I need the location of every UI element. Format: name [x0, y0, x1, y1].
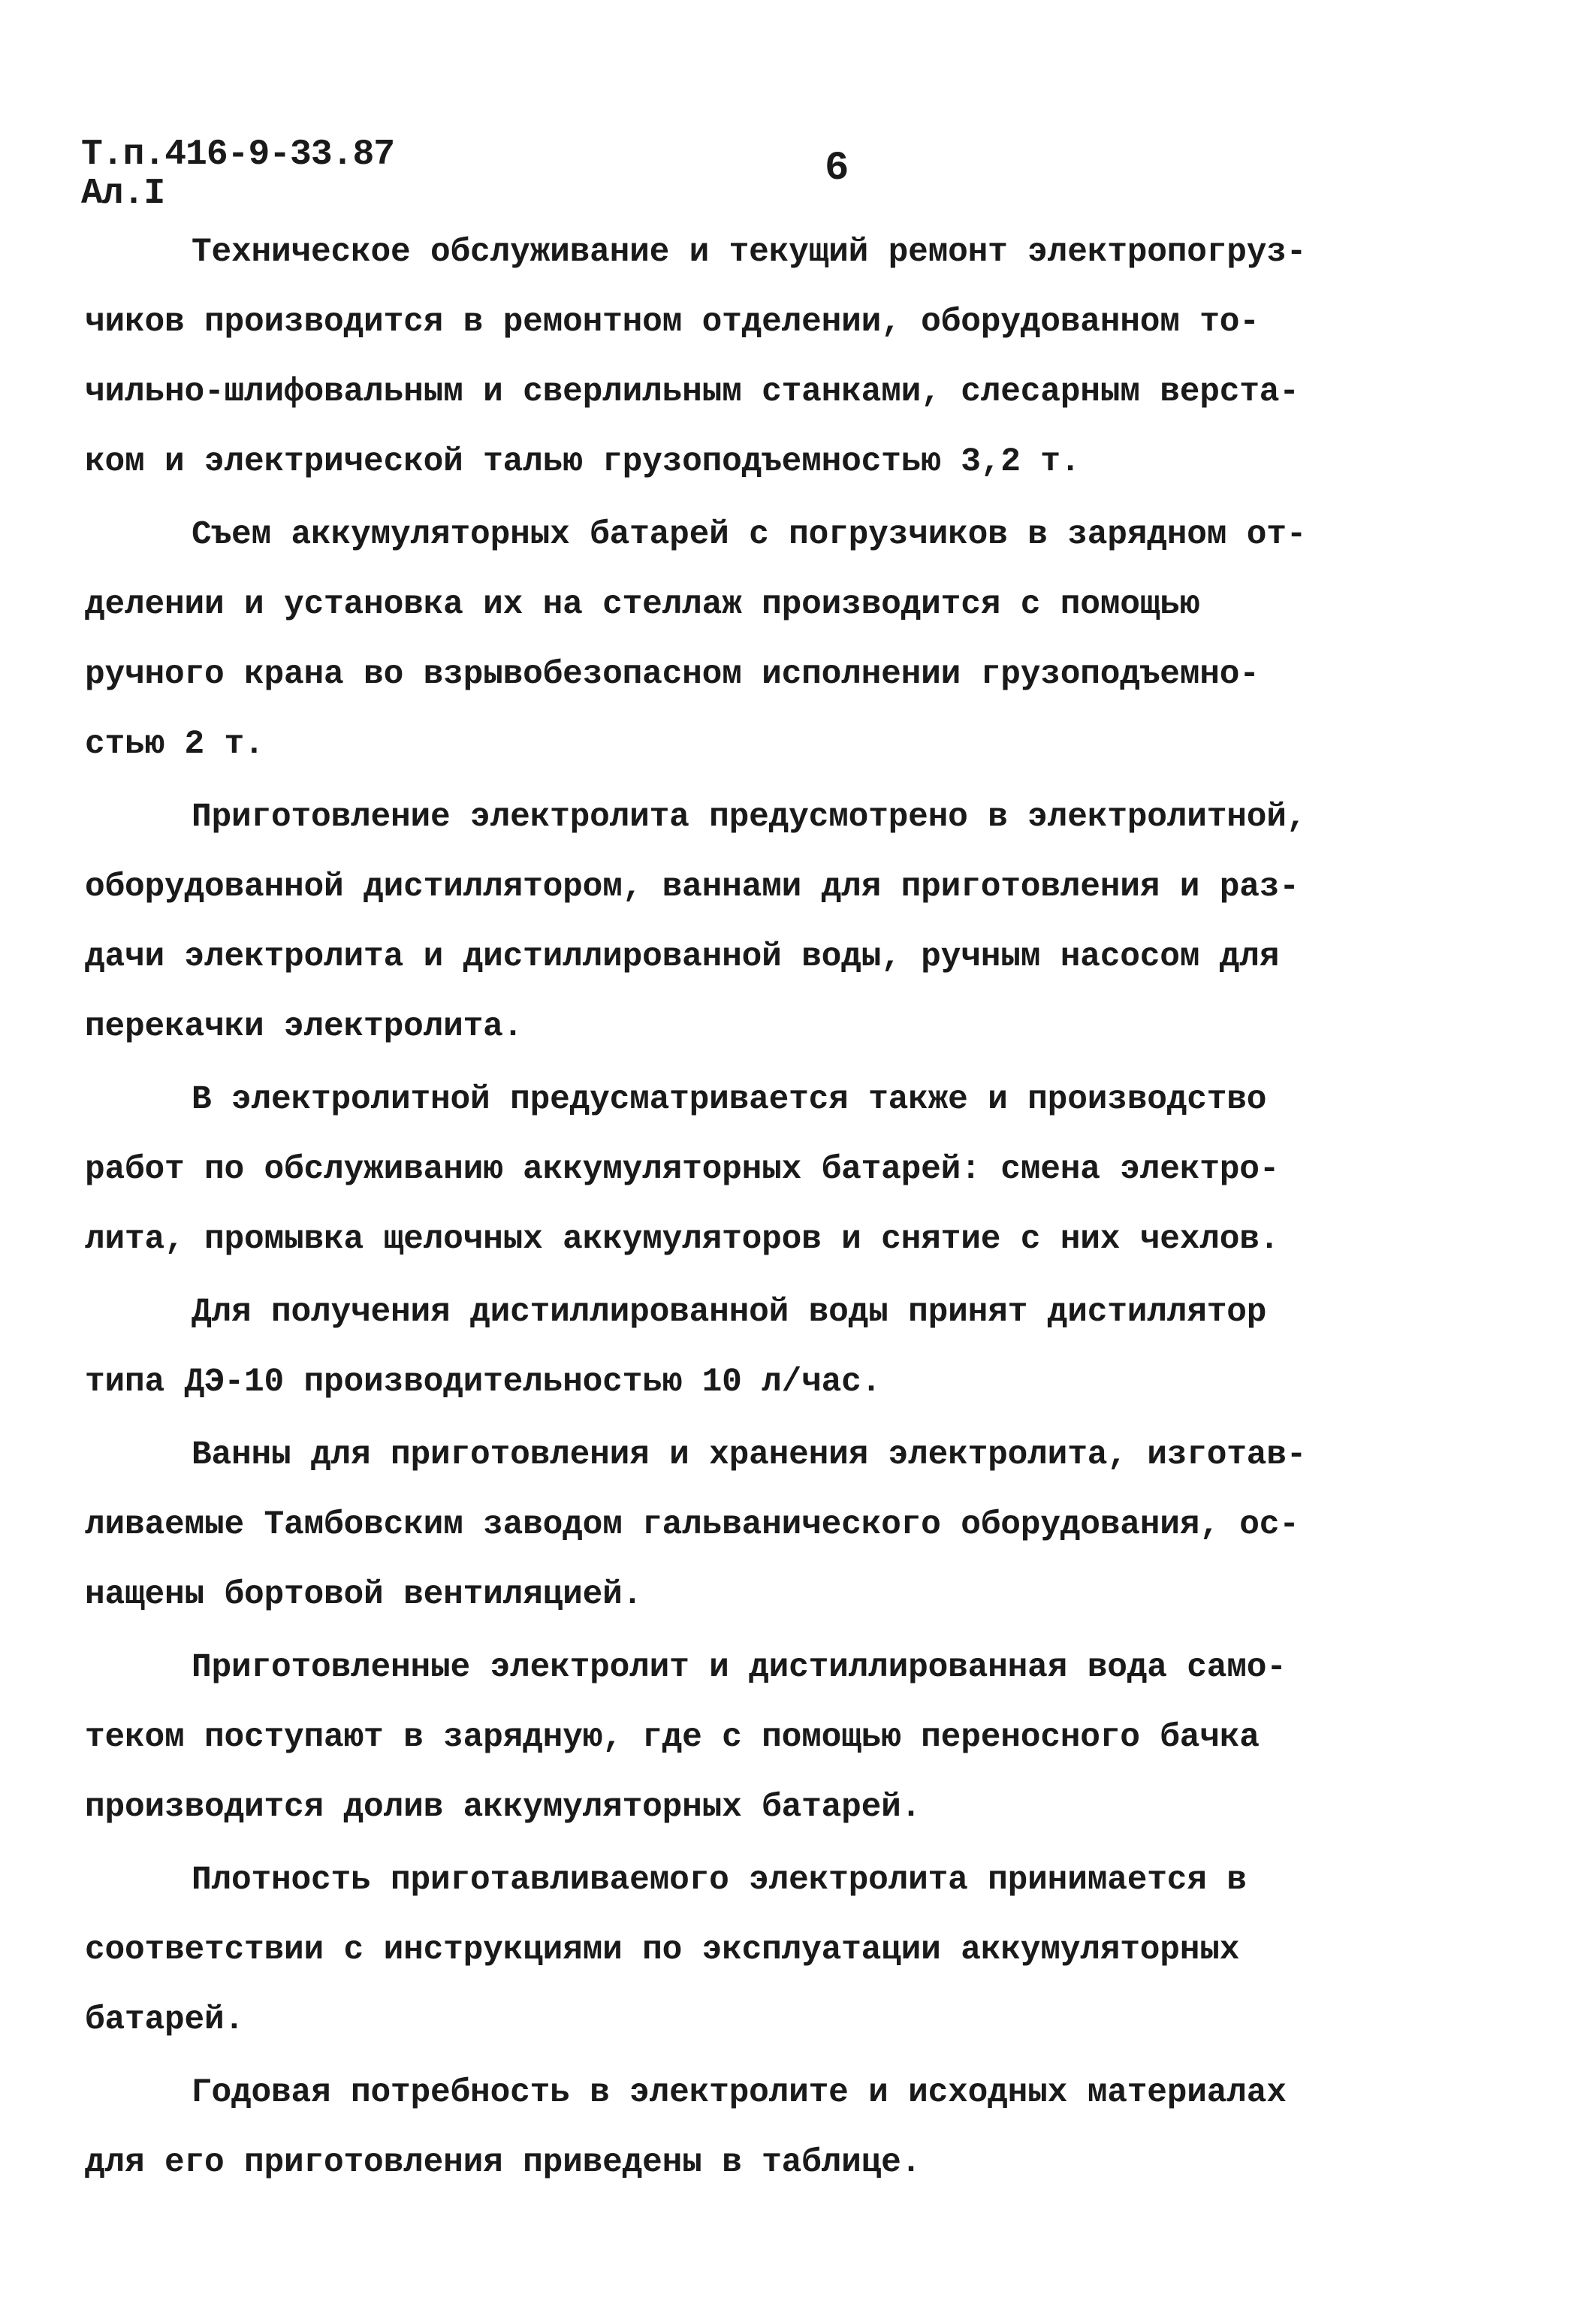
paragraph [85, 218, 1491, 497]
text-line: ливаемые Тамбовским заводом гальванического оборудования, ос- [85, 1506, 1299, 1544]
text-line: Плотность приготавливаемого электролита принимается в [192, 1862, 1247, 1899]
text-line: перекачки электролита. [85, 1008, 523, 1046]
text-line: работ по обслуживанию аккумуляторных батарей: смена электро- [85, 1151, 1280, 1188]
paragraph [85, 1421, 1491, 1630]
text-line: теком поступают в зарядную, где с помощью переносного бачка [85, 1719, 1260, 1756]
text-line: для его приготовления приведены в таблице. [85, 2144, 922, 2182]
text-line: Приготовленные электролит и дистиллированная вода само- [192, 1649, 1287, 1686]
page-number: 6 [825, 146, 849, 192]
text-line: ручного крана во взрывобезопасном исполнении грузоподъемно- [85, 656, 1260, 693]
text-line: ком и электрической талью грузоподъемностью 3,2 т. [85, 443, 1081, 481]
paragraph [85, 1065, 1491, 1275]
text-line: дачи электролита и дистиллированной воды, ручным насосом для [85, 938, 1280, 976]
paragraph [85, 500, 1491, 780]
text-line: лита, промывка щелочных аккумуляторов и снятие с них чехлов. [85, 1221, 1280, 1258]
paragraph [85, 1846, 1491, 2055]
text-line: производится долив аккумуляторных батарей. [85, 1789, 922, 1826]
text-line: нащены бортовой вентиляцией. [85, 1576, 643, 1614]
text-line: чильно-шлифовальным и сверлильным станками, слесарным верста- [85, 373, 1299, 411]
text-line: В электролитной предусматривается также и производство [192, 1081, 1267, 1119]
text-line: оборудованной дистиллятором, ваннами для приготовления и раз- [85, 868, 1299, 906]
paragraph [85, 1278, 1491, 1418]
text-line: Съем аккумуляторных батарей с погрузчиков в зарядном от- [192, 516, 1307, 554]
text-line: Ванны для приготовления и хранения электролита, изготав- [192, 1436, 1307, 1474]
text-line: Годовая потребность в электролите и исходных материалах [192, 2074, 1287, 2112]
paragraph [85, 783, 1491, 1062]
text-line: делении и установка их на стеллаж производится с помощью [85, 586, 1200, 624]
text-line: батарей. [85, 2001, 245, 2039]
text-line: соответствии с инструкциями по эксплуатации аккумуляторных [85, 1931, 1240, 1969]
text-line: типа ДЭ-10 производительностью 10 л/час. [85, 1363, 882, 1401]
document-code: Т.п.416-9-33.87 [81, 134, 395, 175]
text-line: чиков производится в ремонтном отделении, оборудованном то- [85, 303, 1260, 341]
sheet-label: Ал.I [81, 174, 165, 214]
paragraph [85, 2058, 1491, 2198]
paragraph [85, 1633, 1491, 1843]
text-line: Приготовление электролита предусмотрено в электролитной, [192, 799, 1307, 836]
text-line: стью 2 т. [85, 726, 264, 763]
text-line: Для получения дистиллированной воды принят дистиллятор [192, 1294, 1267, 1331]
body-text [85, 218, 1491, 2201]
text-line: Техническое обслуживание и текущий ремонт электропогруз- [192, 234, 1307, 271]
